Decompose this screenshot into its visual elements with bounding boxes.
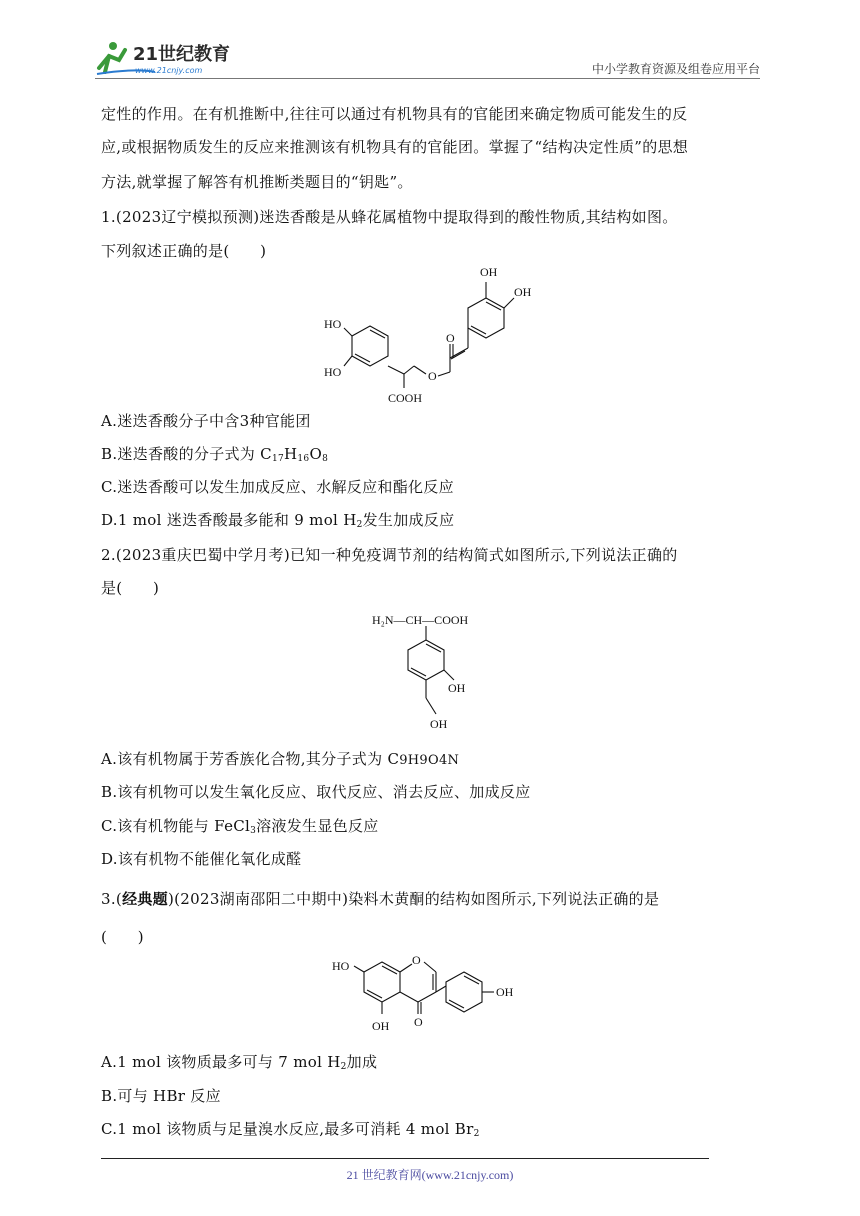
svg-text:OH: OH	[496, 985, 514, 999]
q3-option-a: A.1 mol 该物质最多可与 7 mol $H_2$加成	[101, 1053, 378, 1072]
svg-text:OH: OH	[448, 681, 466, 695]
intro-line-2: 应,或根据物质发生的反应来推测该有机物具有的官能团。掌握了“结构决定性质”的思想	[101, 138, 689, 156]
svg-text:OH: OH	[514, 285, 532, 299]
header-divider	[95, 78, 760, 79]
platform-name: 中小学教育资源及组卷应用平台	[591, 62, 760, 76]
q1-option-b: B.迷迭香酸的分子式为 $C_{17}H_{16}O_8$	[101, 445, 329, 464]
q2-option-d: D.该有机物不能催化氧化成醛	[101, 850, 302, 868]
q3-option-b: B.可与 HBr 反应	[101, 1087, 221, 1105]
q2-option-a: A.该有机物属于芳香族化合物,其分子式为 C9H9O4N	[101, 750, 460, 768]
q3-stem-1: 3.(经典题)(2023湖南邵阳二中期中)染料木黄酮的结构如图所示,下列说法正确的是	[101, 890, 660, 908]
page-header	[95, 38, 760, 78]
q1-option-d: D.1 mol 迷迭香酸最多能和 9 mol $H_2$发生加成反应	[101, 511, 455, 530]
q3-stem-2: ( )	[101, 928, 144, 946]
q1-stem-1: 1.(2023辽宁模拟预测)迷迭香酸是从蜂花属植物中提取得到的酸性物质,其结构如图。	[101, 208, 678, 226]
q1-stem-2: 下列叙述正确的是( )	[101, 242, 267, 260]
intro-line-3: 方法,就掌握了解答有机推断类题目的“钥匙”。	[101, 173, 413, 191]
svg-text:COOH: COOH	[388, 391, 423, 405]
svg-text:OH: OH	[430, 717, 448, 731]
site-logo	[95, 38, 260, 78]
q2-option-c: C.该有机物能与 FeCl$_3$溶液发生显色反应	[101, 817, 379, 836]
q1-option-c: C.迷迭香酸可以发生加成反应、水解反应和酯化反应	[101, 478, 454, 496]
q2-option-b: B.该有机物可以发生氧化反应、取代反应、消去反应、加成反应	[101, 783, 531, 801]
q3-option-c: C.1 mol 该物质与足量溴水反应,最多可消耗 4 mol $Br_2$	[101, 1120, 480, 1139]
footer-divider	[101, 1158, 709, 1159]
svg-text:O: O	[414, 1015, 423, 1029]
svg-text:OH: OH	[372, 1019, 390, 1033]
svg-text:O: O	[446, 331, 455, 345]
q2-stem-2: 是( )	[101, 579, 160, 597]
intro-line-1: 定性的作用。在有机推断中,往往可以通过有机物具有的官能团来确定物质可能发生的反	[101, 105, 688, 123]
footer-text[interactable]: 21 世纪教育网(www.21cnjy.com)	[346, 1168, 514, 1182]
svg-text:O: O	[428, 369, 437, 383]
q2-stem-1: 2.(2023重庆巴蜀中学月考)已知一种免疫调节剂的结构简式如图所示,下列说法正确的	[101, 546, 678, 564]
svg-text:HO: HO	[324, 317, 342, 331]
q3-structure-genistein	[328, 950, 538, 1042]
svg-text:OH: OH	[480, 265, 498, 279]
svg-text:21世纪教育: 21世纪教育	[133, 44, 231, 65]
svg-text:HO: HO	[324, 365, 342, 379]
svg-text:HO: HO	[332, 959, 350, 973]
svg-text:O: O	[412, 953, 421, 967]
q1-option-a: A.迷迭香酸分子中含3种官能团	[101, 412, 311, 430]
q2-structure	[370, 608, 500, 736]
q1-structure-rosmarinic-acid	[318, 262, 548, 407]
svg-text:H₂N—CH—COOH: H₂N—CH—COOH	[372, 613, 469, 627]
svg-text:www.21cnjy.com: www.21cnjy.com	[135, 66, 203, 75]
